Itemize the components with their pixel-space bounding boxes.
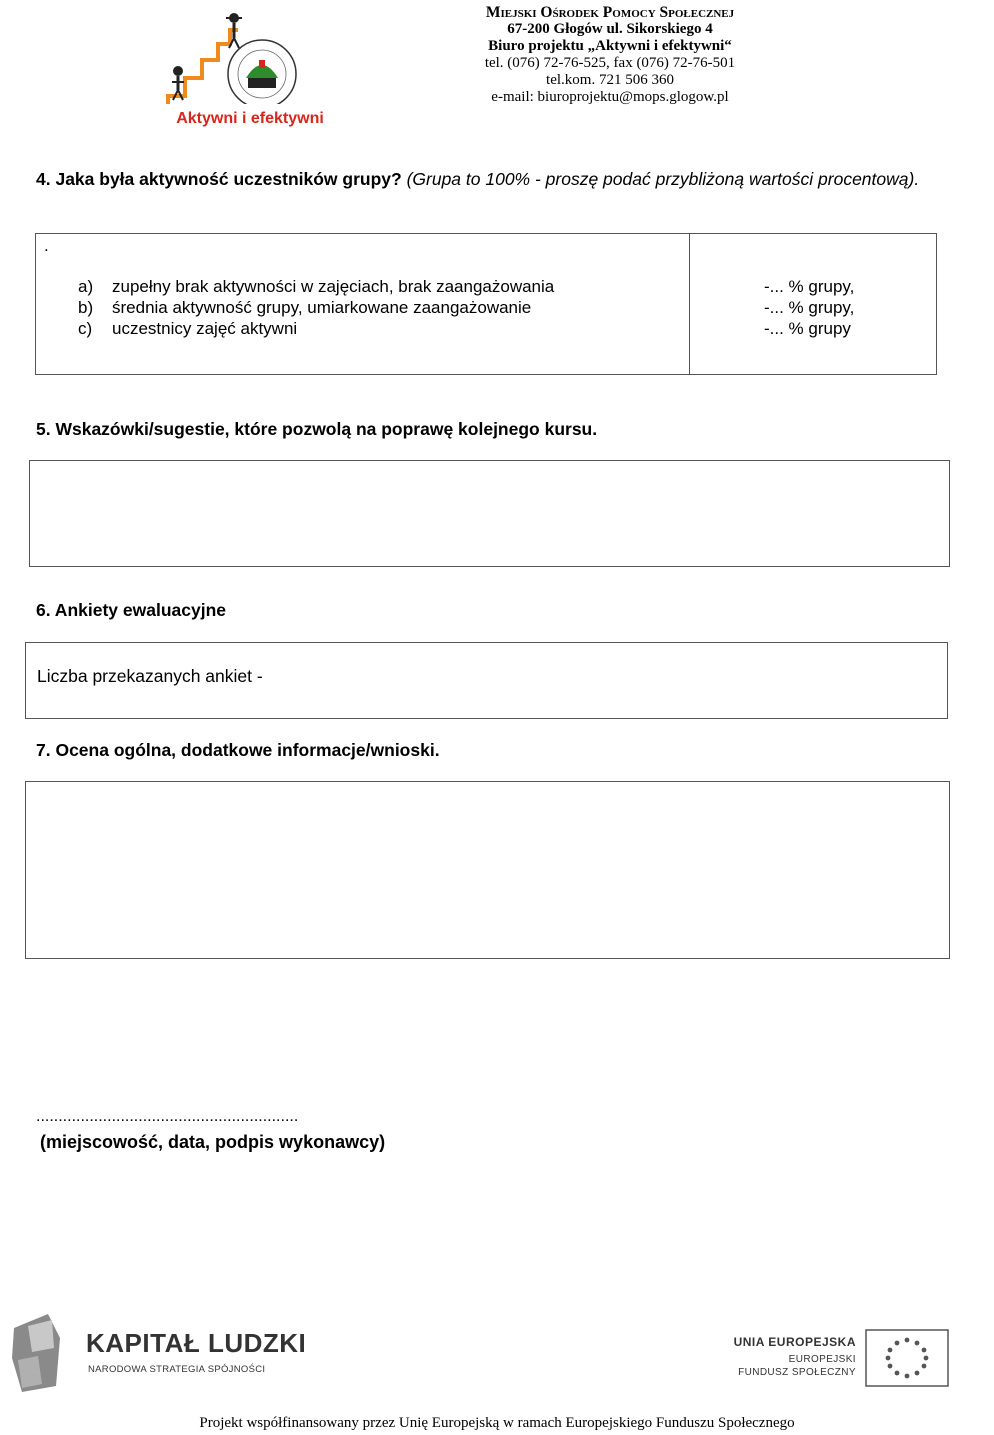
question-4-heading — [36, 168, 926, 190]
org-address: 67-200 Głogów ul. Sikorskiego 4 — [507, 21, 713, 37]
eu-logo — [733, 1328, 952, 1390]
mobile-line: tel.kom. 721 506 360 — [546, 72, 674, 88]
signature-caption: (miejscowość, data, podpis wykonawcy) — [40, 1132, 386, 1152]
letterhead — [420, 4, 800, 106]
question-5-title: 5. Wskazówki/sugestie, które pozwolą na poprawę kolejnego kursu. — [36, 419, 598, 439]
org-name: Miejski Ośrodek Pomocy Społecznej — [485, 4, 735, 21]
percent-field-a[interactable]: -... % grupy, — [764, 277, 855, 296]
percent-field-b[interactable]: -... % grupy, — [764, 298, 855, 317]
general-assessment-field[interactable] — [25, 781, 950, 959]
signature-line[interactable]: ........................................................... — [36, 1108, 299, 1125]
kl-subtitle: NARODOWA STRATEGIA SPÓJNOŚCI — [88, 1364, 266, 1375]
project-office: Biuro projektu „Aktywni i efektywni“ — [488, 38, 732, 54]
phone-line: tel. (076) 72-76-525, fax (076) 72-76-501 — [484, 55, 736, 71]
stray-dot: . — [44, 236, 49, 255]
kapital-ludzki-logo — [8, 1308, 307, 1398]
question-4-title: 4. Jaka była aktywność uczestników grupy? — [36, 169, 402, 189]
option-letter: c) — [78, 319, 93, 338]
question-4-note: (Grupa to 100% - proszę podać przybliżoną wartości procentową). — [406, 169, 920, 189]
option-a — [78, 276, 554, 297]
logo-text: Aktywni i efektywni — [176, 110, 324, 127]
kl-title: KAPITAŁ LUDZKI — [86, 1328, 307, 1358]
table-divider — [689, 234, 690, 374]
surveys-count-label: Liczba przekazanych ankiet - — [37, 666, 263, 686]
question-6-title: 6. Ankiety ewaluacyjne — [36, 600, 226, 620]
eu-line3: FUNDUSZ SPOŁECZNY — [738, 1367, 856, 1378]
activity-table — [35, 233, 937, 375]
suggestions-field[interactable] — [29, 460, 950, 567]
option-letter: a) — [78, 277, 94, 296]
option-text: zupełny brak aktywności w zajęciach, brak zaangażowania — [112, 277, 555, 296]
option-text: uczestnicy zajęć aktywni — [112, 319, 298, 338]
footer-text: Projekt współfinansowany przez Unię Europejską w ramach Europejskiego Funduszu Społecznego — [199, 1415, 795, 1431]
percent-field-c[interactable]: -... % grupy — [764, 319, 851, 338]
option-text: średnia aktywność grupy, umiarkowane zaangażowanie — [112, 298, 532, 317]
project-logo — [150, 8, 355, 130]
surveys-box[interactable] — [25, 642, 948, 719]
question-7-title: 7. Ocena ogólna, dodatkowe informacje/wnioski. — [36, 740, 440, 760]
option-letter: b) — [78, 298, 94, 317]
option-b — [78, 297, 531, 318]
option-c — [78, 318, 297, 339]
email-line: e-mail: biuroprojektu@mops.glogow.pl — [491, 89, 729, 105]
eu-line2: EUROPEJSKI — [788, 1354, 856, 1365]
eu-line1: UNIA EUROPEJSKA — [733, 1335, 856, 1349]
